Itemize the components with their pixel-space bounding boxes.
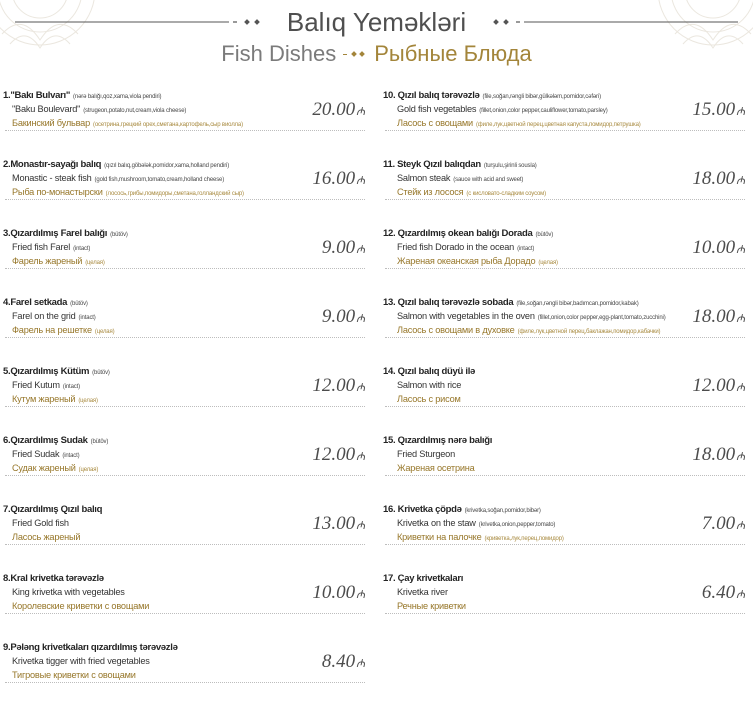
item-divider <box>5 406 365 407</box>
menu-item <box>383 157 745 201</box>
price-amount: 7.00 <box>701 513 736 534</box>
menu-item <box>3 364 365 408</box>
price-amount: 12.00 <box>312 444 356 465</box>
dish-price <box>312 374 365 400</box>
dish-name-ru-text: Ласось жареный <box>12 532 81 542</box>
manat-currency-sign: ₼ <box>356 657 365 670</box>
menu-item <box>3 226 365 270</box>
dish-price <box>692 443 745 469</box>
dish-name-ru <box>397 391 461 406</box>
menu-item <box>3 157 365 201</box>
dish-name-ru-note: (криветка,лук,перец,помидор) <box>484 536 564 542</box>
manat-currency-sign: ₼ <box>356 243 365 256</box>
price-amount: 9.00 <box>321 306 356 327</box>
menu-item <box>3 571 365 615</box>
dish-name-en-text: Fried fish Dorado in the ocean <box>397 242 515 252</box>
dish-name-en-note: (fillet,onion,color pepper,egg-plant,tomato,zucchini) <box>537 315 666 321</box>
menu-item <box>3 433 365 477</box>
dish-name-en <box>12 584 125 599</box>
price-amount: 13.00 <box>312 513 356 534</box>
dish-name-az <box>383 433 492 447</box>
dish-name-ru <box>12 667 136 682</box>
item-divider <box>5 613 365 614</box>
dish-name-az-note: (turşulu,şirinli sousla) <box>483 163 537 169</box>
menu-item <box>383 571 745 615</box>
item-divider <box>5 682 365 683</box>
dish-price <box>692 305 745 331</box>
dish-name-az <box>3 640 178 654</box>
dish-price <box>312 512 365 538</box>
manat-currency-sign: ₼ <box>356 519 365 532</box>
dish-name-az-text: 13. Qızıl balıq tərəvəzlə sobada <box>383 297 514 308</box>
dish-name-az-note: (file,soğan,rəngli bibər,badımcan,pomidor,kabak) <box>516 301 639 307</box>
item-divider <box>5 130 365 131</box>
dish-name-en-text: King krivetka with vegetables <box>12 587 125 597</box>
dish-name-az <box>3 571 104 585</box>
dish-price <box>692 236 745 262</box>
dish-name-en-note: (krivetka,onion,pepper,tomato) <box>478 522 556 528</box>
item-divider <box>385 613 745 614</box>
dish-name-ru-note: (целая) <box>85 260 105 266</box>
dish-name-az-text: 16. Krivetka çöpdə <box>383 504 462 515</box>
dish-name-ru-note: (целая) <box>538 260 558 266</box>
dish-name-en <box>12 515 69 530</box>
price-amount: 15.00 <box>692 99 736 120</box>
dish-name-en-note: (gold fish,mushroom,tomato,cream,holland cheese) <box>94 177 225 183</box>
dish-price <box>312 581 365 607</box>
dish-name-az-text: 14. Qızıl balıq düyü ilə <box>383 366 476 377</box>
dish-name-en-note: (intact) <box>517 246 535 252</box>
dish-name-az <box>383 571 463 585</box>
dish-name-en-text: Fried Kutum <box>12 380 60 390</box>
dish-name-en-text: Fried Gold fish <box>12 518 69 528</box>
manat-currency-sign: ₼ <box>736 243 745 256</box>
dish-name-ru-text: Фарель на решетке <box>12 325 92 335</box>
dish-name-ru-text: Жареная осетрина <box>397 463 475 473</box>
dish-name-en-note: (fillet,onion,color pepper,cauliflower,tomato,parsley) <box>479 108 608 114</box>
manat-currency-sign: ₼ <box>356 312 365 325</box>
dish-name-en-note: (intact) <box>78 315 96 321</box>
item-divider <box>385 337 745 338</box>
price-amount: 10.00 <box>312 582 356 603</box>
dish-name-en-text: "Baku Boulevard" <box>12 104 81 114</box>
manat-currency-sign: ₼ <box>736 519 745 532</box>
dish-name-ru-note: (целая) <box>78 467 99 473</box>
page-title: Balıq Yeməkləri <box>286 7 467 37</box>
subtitle-russian: Рыбные Блюда <box>374 41 532 66</box>
manat-currency-sign: ₼ <box>736 105 745 118</box>
menu-item <box>383 295 745 339</box>
dish-name-ru-note: (с кисловато-сладким соусом) <box>466 191 546 197</box>
manat-currency-sign: ₼ <box>356 588 365 601</box>
price-amount: 12.00 <box>312 375 356 396</box>
dish-name-ru-text: Судак жареный <box>12 463 76 473</box>
dish-name-en-text: Monastic - steak fish <box>12 173 92 183</box>
dish-name-en-note: (sauce with acid and sweet) <box>453 177 524 183</box>
dish-name-ru-note: (филе,лук,цветной перец,цветная капуста,помидор,петрушка) <box>475 122 641 128</box>
price-amount: 18.00 <box>692 168 736 189</box>
manat-currency-sign: ₼ <box>736 381 745 394</box>
manat-currency-sign: ₼ <box>356 381 365 394</box>
dish-name-ru-text: Бакинский бульвар <box>12 118 90 128</box>
price-amount: 9.00 <box>321 237 356 258</box>
dish-name-az <box>3 502 102 516</box>
dish-price <box>312 443 365 469</box>
menu-item <box>3 295 365 339</box>
dish-name-ru-text: Рыба по-монастырски <box>12 187 103 197</box>
menu-item <box>3 88 365 132</box>
item-divider <box>5 544 365 545</box>
dish-name-az-text: 17. Çay krivetkaları <box>383 573 464 584</box>
dish-name-en-text: Fried Sudak <box>12 449 60 459</box>
separator-dots <box>342 50 368 60</box>
dish-name-en <box>397 584 448 599</box>
dish-name-en-text: Farel on the grid <box>12 311 76 321</box>
dish-name-az-text: 15. Qızardılmış nərə balığı <box>383 435 493 446</box>
dish-name-az-note: (file,soğan,rəngli bibər,gülkələm,pomidor,cəfəri) <box>482 94 601 100</box>
price-amount: 18.00 <box>692 306 736 327</box>
price-amount: 20.00 <box>312 99 356 120</box>
dish-name-ru-text: Речные криветки <box>397 601 466 611</box>
dish-name-en <box>397 446 455 461</box>
dish-name-en <box>397 377 461 392</box>
dish-name-ru-note: (целая) <box>94 329 115 335</box>
dish-name-ru <box>397 598 466 613</box>
item-divider <box>5 268 365 269</box>
menu-item <box>3 640 365 684</box>
dish-name-en-text: Salmon with vegetables in the oven <box>397 311 535 321</box>
item-divider <box>5 337 365 338</box>
dish-price <box>692 374 745 400</box>
price-amount: 18.00 <box>692 444 736 465</box>
dish-name-en <box>12 653 150 668</box>
dish-name-ru-text: Ласось с рисом <box>397 394 461 404</box>
dish-name-ru <box>12 598 149 613</box>
dish-name-en-text: Krivetka river <box>397 587 448 597</box>
price-amount: 10.00 <box>692 237 736 258</box>
dish-name-az-note: (krivetka,soğan,pomidor,bibər) <box>464 508 541 514</box>
dish-name-ru-note: (филе,лук,цветной перец,баклажан,помидор,кабачки) <box>517 329 661 335</box>
dish-name-en-text: Salmon with rice <box>397 380 462 390</box>
dish-price <box>322 305 365 331</box>
dish-name-ru-note: (осетрина,грецкий орех,сметана,картофель,сыр виолла) <box>93 122 243 128</box>
dish-name-az-text: 9.Pələng krivetkaları qızardılmış tərəvəzlə <box>3 642 178 653</box>
menu-item <box>383 502 745 546</box>
manat-currency-sign: ₼ <box>736 174 745 187</box>
dish-name-ru-note: (целая) <box>78 398 98 404</box>
dish-name-az-text: 10. Qızıl balıq tərəvəzlə <box>383 90 480 101</box>
menu-item <box>383 364 745 408</box>
manat-currency-sign: ₼ <box>356 450 365 463</box>
dish-name-az-text: 5.Qızardılmış Kütüm <box>3 366 90 377</box>
manat-currency-sign: ₼ <box>736 312 745 325</box>
dish-price <box>702 581 745 607</box>
dish-name-en-note: (intact) <box>73 246 91 252</box>
manat-currency-sign: ₼ <box>356 174 365 187</box>
menu-item <box>383 433 745 477</box>
dish-name-az-note: (bütöv) <box>90 439 109 445</box>
dish-name-ru-text: Жареная океанская рыба Дорадо <box>397 256 536 266</box>
dish-name-az-text: 3.Qızardılmış Farel balığı <box>3 228 108 239</box>
dish-name-ru-text: Королевские криветки с овощами <box>12 601 150 611</box>
dish-name-en-text: Krivetka tigger with fried vegetables <box>12 656 150 666</box>
item-divider <box>385 406 745 407</box>
dish-name-az-note: (bütöv) <box>535 232 554 238</box>
dish-name-ru-text: Фарель жареный <box>12 256 83 266</box>
dish-name-az-note: (bütöv) <box>92 370 110 376</box>
manat-currency-sign: ₼ <box>736 588 745 601</box>
dish-name-en-text: Fried fish Farel <box>12 242 71 252</box>
manat-currency-sign: ₼ <box>356 105 365 118</box>
dish-name-az-text: 7.Qızardılmış Qızıl balıq <box>3 504 103 515</box>
dish-name-ru-text: Ласось с овощами в духовке <box>397 325 515 335</box>
menu-column-left <box>3 88 365 708</box>
dish-name-az-text: 1."Bakı Bulvarı" <box>3 90 71 101</box>
item-divider <box>385 268 745 269</box>
item-divider <box>385 544 745 545</box>
dish-name-en-note: (strugeon,potato,nut,cream,viola cheese) <box>83 108 187 114</box>
dish-name-en-text: Krivetka on the staw <box>397 518 476 528</box>
dish-name-en-text: Salmon steak <box>397 173 451 183</box>
dish-name-az-note: (bütöv) <box>70 301 88 307</box>
dish-name-ru-text: Криветки на палочке <box>397 532 482 542</box>
dish-name-ru <box>397 460 475 475</box>
dish-name-en-note: (intact) <box>62 384 80 390</box>
manat-currency-sign: ₼ <box>736 450 745 463</box>
dish-name-ru-text: Тигровые криветки с овощами <box>12 670 136 680</box>
dish-price <box>702 512 745 538</box>
dish-name-ru-text: Стейк из лосося <box>397 187 464 197</box>
dish-price <box>692 167 745 193</box>
dish-name-en-text: Fried Sturgeon <box>397 449 455 459</box>
dish-name-en-note: (intact) <box>62 453 80 459</box>
dish-name-az-text: 8.Kral krivetka tərəvəzlə <box>3 573 104 584</box>
dish-name-ru-text: Кутум жареный <box>12 394 76 404</box>
item-divider <box>385 130 745 131</box>
page-subtitle <box>0 41 753 67</box>
dish-name-az-text: 4.Farel setkada <box>3 297 68 308</box>
dish-name-en-text: Gold fish vegetables <box>397 104 477 114</box>
dish-price <box>312 167 365 193</box>
dish-name-ru <box>12 529 80 544</box>
menu-column-right <box>383 88 745 708</box>
dish-name-az-note: (nərə balığı,qoz,xama,viola pendiri) <box>73 94 162 100</box>
item-divider <box>5 475 365 476</box>
dish-name-ru-note: (лосось,грибы,помидоры,сметана,голландский сыр) <box>105 191 244 197</box>
dish-name-az-note: (qızıl balıq,göbələk,pomidor,xama,holland pendiri) <box>104 163 230 169</box>
dish-name-az-text: 2.Monastır-sayağı balıq <box>3 159 102 170</box>
dish-name-az <box>383 364 475 378</box>
dish-name-az-text: 11. Steyk Qızıl balıqdan <box>383 159 481 170</box>
item-divider <box>385 475 745 476</box>
dish-name-ru-text: Ласось с овощами <box>397 118 473 128</box>
item-divider <box>385 199 745 200</box>
dish-price <box>322 236 365 262</box>
dish-name-az-text: 12. Qızardılmış okean balığı Dorada <box>383 228 533 239</box>
price-amount: 12.00 <box>692 375 736 396</box>
price-amount: 8.40 <box>321 651 356 672</box>
dish-price <box>322 650 365 676</box>
item-divider <box>5 199 365 200</box>
price-amount: 6.40 <box>701 582 736 603</box>
dish-name-az-text: 6.Qızardılmış Sudak <box>3 435 88 446</box>
dish-price <box>312 98 365 124</box>
price-amount: 16.00 <box>312 168 356 189</box>
menu-item <box>3 502 365 546</box>
menu-item <box>383 88 745 132</box>
dish-name-az-note: (bütöv) <box>110 232 128 238</box>
dish-price <box>692 98 745 124</box>
menu-item <box>383 226 745 270</box>
subtitle-english: Fish Dishes <box>221 41 337 66</box>
